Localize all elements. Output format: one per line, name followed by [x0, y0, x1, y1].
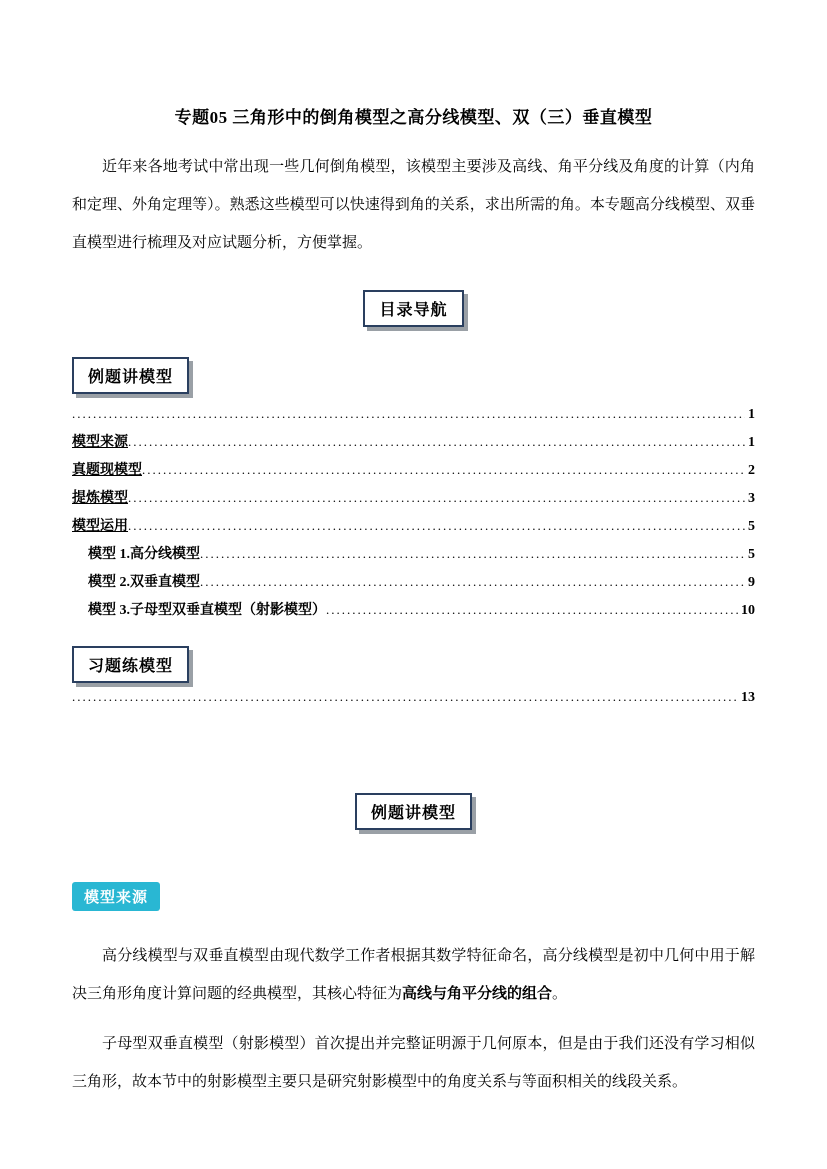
paragraph-model-source	[72, 937, 755, 1013]
toc-entry-label: 模型 1.高分线模型	[88, 547, 200, 562]
paragraph-text-tail: 。	[552, 986, 568, 1002]
toc-row	[72, 568, 755, 596]
toc-nav-box: 目录导航	[363, 290, 463, 327]
toc-dots	[128, 428, 745, 455]
toc-row	[72, 456, 755, 484]
toc-row	[72, 596, 755, 624]
body-section-box-wrap	[72, 793, 755, 830]
toc-entry-label: 模型 3.子母型双垂直模型（射影模型）	[88, 603, 326, 618]
toc-page-number: 5	[748, 547, 755, 562]
toc-page-number: 1	[748, 407, 755, 422]
intro-paragraph: 近年来各地考试中常出现一些几何倒角模型，该模型主要涉及高线、角平分线及角度的计算（内角和定理、外角定理等）。熟悉这些模型可以快速得到角的关系，求出所需的角。本专题高分线模型、双垂直模型进行梳理及对应试题分析，方便掌握。	[72, 159, 755, 251]
toc-page-number: 3	[748, 491, 755, 506]
toc-entry-label: 提炼模型	[72, 491, 128, 506]
toc-entry-label: 模型运用	[72, 519, 128, 534]
toc-dots	[142, 456, 745, 483]
page-content	[0, 103, 827, 1101]
toc-page-number: 1	[748, 435, 755, 450]
toc-row	[72, 512, 755, 540]
toc-row-exercises	[72, 683, 755, 711]
toc-dots	[200, 540, 745, 567]
toc-page-number: 13	[741, 690, 755, 705]
body-section-box: 例题讲模型	[355, 793, 472, 830]
toc-page-number: 5	[748, 519, 755, 534]
table-of-contents	[72, 400, 755, 624]
toc-examples-box: 例题讲模型	[72, 357, 189, 394]
model-source-badge: 模型来源	[72, 882, 160, 911]
toc-page-number: 10	[741, 603, 755, 618]
model-source-badge-wrap	[72, 830, 755, 911]
paragraph-bold-text: 高线与角平分线的组合	[402, 986, 553, 1002]
toc-row-examples	[72, 400, 755, 428]
toc-entry-label: 模型来源	[72, 435, 128, 450]
paragraph-text: 高分线模型与双垂直模型由现代数学工作者根据其数学特征命名，高分线模型是初中几何中用于解决三角形角度计算问题的经典模型，其核心特征为	[72, 948, 755, 1002]
toc-examples-box-wrap	[72, 357, 755, 394]
toc-entry-label: 真题现模型	[72, 463, 142, 478]
toc-row	[72, 484, 755, 512]
toc-exercises-box-wrap	[72, 646, 755, 683]
toc-row	[72, 428, 755, 456]
toc-dots	[200, 568, 745, 595]
toc-page-number: 9	[748, 575, 755, 590]
page-title: 专题05 三角形中的倒角模型之高分线模型、双（三）垂直模型	[174, 108, 653, 127]
toc-nav-box-wrap	[72, 290, 755, 327]
toc-page-number: 2	[748, 463, 755, 478]
toc-row	[72, 540, 755, 568]
toc-dots	[72, 683, 738, 710]
toc-dots	[128, 512, 745, 539]
toc-dots	[72, 400, 745, 427]
toc-entry-label: 模型 2.双垂直模型	[88, 575, 200, 590]
toc-exercises-box: 习题练模型	[72, 646, 189, 683]
toc-dots	[128, 484, 745, 511]
paragraph-projection-model: 子母型双垂直模型（射影模型）首次提出并完整证明源于几何原本，但是由于我们还没有学习相似三角形，故本节中的射影模型主要只是研究射影模型中的角度关系与等面积相关的线段关系。	[72, 1036, 755, 1090]
toc-dots	[326, 596, 738, 623]
